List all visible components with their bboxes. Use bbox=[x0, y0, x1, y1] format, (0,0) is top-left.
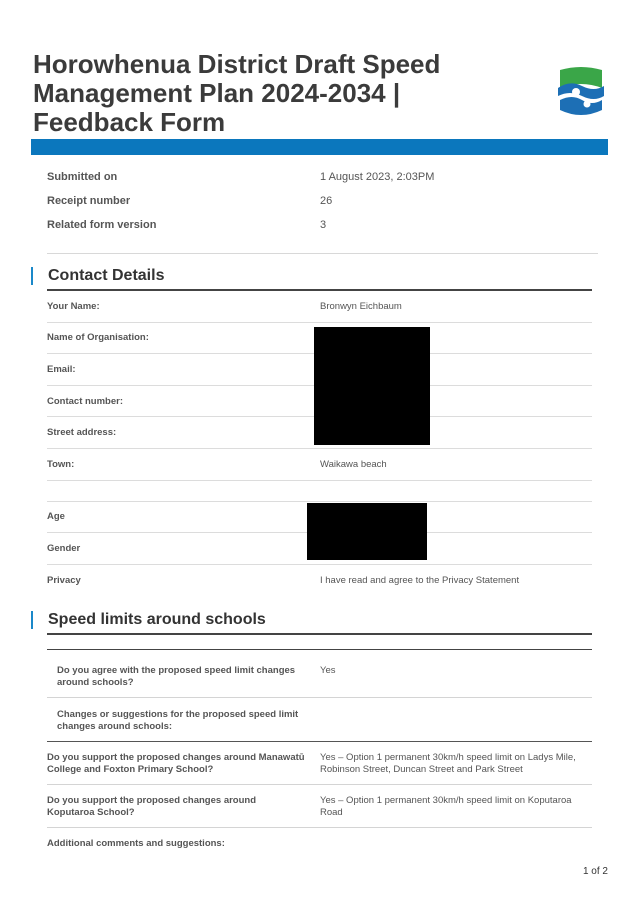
field-label: Contact number: bbox=[47, 395, 123, 407]
answer-value: Yes – Option 1 permanent 30km/h speed limit on Koputaroa Road bbox=[320, 795, 572, 818]
answer-value: Yes – Option 1 permanent 30km/h speed limit on Ladys Mile, Robinson Street, Duncan Street and Park Street bbox=[320, 752, 576, 775]
field-label: Town: bbox=[47, 458, 75, 470]
divider bbox=[47, 784, 592, 785]
field-label: Age bbox=[47, 511, 65, 523]
question-label: Additional comments and suggestions: bbox=[47, 838, 225, 849]
header-bar bbox=[31, 139, 608, 155]
field-label: Name of Organisation: bbox=[47, 332, 149, 344]
field-value: Waikawa beach bbox=[320, 458, 387, 470]
meta-label: Submitted on bbox=[47, 171, 118, 183]
meta-row bbox=[47, 165, 597, 189]
meta-value: 1 August 2023, 2:03PM bbox=[320, 171, 435, 183]
section-rule bbox=[47, 649, 592, 650]
redaction-block bbox=[307, 503, 427, 560]
meta-label: Related form version bbox=[47, 219, 157, 231]
question-label: Do you agree with the proposed speed limit changes around schools? bbox=[57, 665, 296, 688]
table-row bbox=[47, 565, 592, 597]
page-number: 1 of 2 bbox=[582, 866, 608, 877]
divider bbox=[47, 253, 598, 254]
question-label: Do you support the proposed changes around Koputaroa School? bbox=[47, 795, 257, 818]
redaction-block bbox=[314, 327, 430, 445]
field-label: Your Name: bbox=[47, 300, 100, 312]
divider bbox=[47, 827, 592, 828]
divider bbox=[47, 697, 592, 698]
question-label: Do you support the proposed changes around Manawatū College and Foxton Primary School? bbox=[47, 752, 305, 775]
meta-label: Receipt number bbox=[47, 195, 131, 207]
answer-value: Yes bbox=[320, 665, 336, 676]
section-rule bbox=[47, 633, 592, 635]
field-value: Bronwyn Eichbaum bbox=[320, 300, 402, 312]
blank-row bbox=[47, 481, 592, 502]
meta-row bbox=[47, 213, 597, 237]
meta-value: 3 bbox=[320, 219, 327, 231]
submission-meta bbox=[47, 165, 597, 237]
field-label: Gender bbox=[47, 542, 81, 554]
field-label: Street address: bbox=[47, 427, 117, 439]
contact-details-heading: Contact Details bbox=[31, 267, 164, 285]
page-title: Horowhenua District Draft Speed Management Plan 2024-2034 | Feedback Form bbox=[33, 49, 441, 137]
meta-value: 26 bbox=[320, 195, 333, 207]
schools-heading: Speed limits around schools bbox=[31, 611, 266, 629]
divider bbox=[47, 741, 592, 742]
question-label: Changes or suggestions for the proposed speed limit changes around schools: bbox=[57, 709, 299, 732]
table-row bbox=[47, 449, 592, 481]
field-value: I have read and agree to the Privacy Statement bbox=[320, 575, 520, 587]
field-label: Privacy bbox=[47, 575, 81, 587]
table-row bbox=[47, 291, 592, 323]
meta-row bbox=[47, 189, 597, 213]
field-label: Email: bbox=[47, 363, 76, 375]
council-logo-icon bbox=[556, 66, 606, 118]
